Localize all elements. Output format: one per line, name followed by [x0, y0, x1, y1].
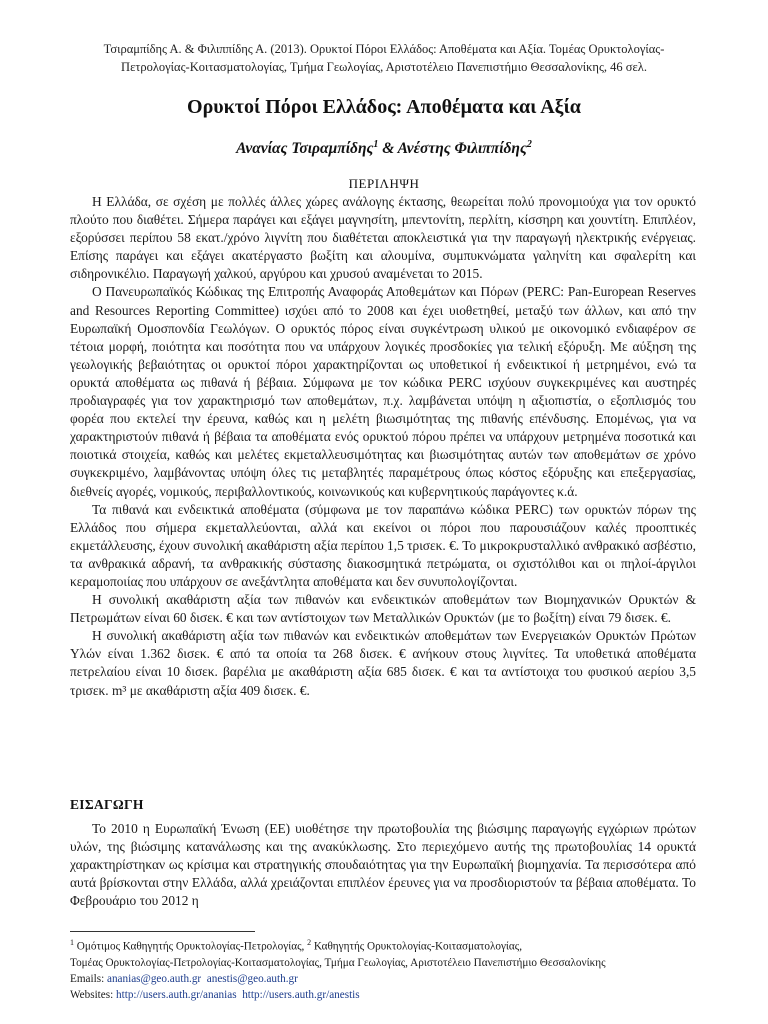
running-head-line-1: Τσιραμπίδης Α. & Φιλιππίδης Α. (2013). Ορυκτοί Πόροι Ελλάδος: Αποθέματα και Αξία. Τομέας Ορυκτολογίας- [103, 42, 665, 56]
footnote-divider [70, 931, 255, 932]
footnote [70, 935, 710, 1003]
footnote-emails [70, 971, 710, 987]
footnote-department: Τομέας Ορυκτολογίας-Πετρολογίας-Κοιτασματολογίας, Τμήμα Γεωλογίας, Αριστοτέλειο Πανεπιστήμιο Θεσσαλονίκης [70, 956, 606, 969]
abstract-paragraph: Η συνολική ακαθάριστη αξία των πιθανών και ενδεικτικών αποθεμάτων των Ενεργειακών Ορυκτών Πρώτων Υλών είναι 1.362 δισεκ. € από τα οποία τα 268 δισεκ. € ανήκουν στους λιγνίτες. Τα υποθετικά αποθέματα πετρελαίου είναι 10 δισεκ. βαρέλια με ακαθάριστη αξία 685 δισεκ. € και τα αντίστοιχα του φυσικού αερίου 3,5 τρισεκ. m³ με ακαθάριστη αξία 409 δισεκ. €. [70, 628, 696, 698]
email-link-ananias[interactable]: ananias@geo.auth.gr [106, 972, 202, 985]
email-link-anestis[interactable]: anestis@geo.auth.gr [206, 972, 298, 985]
introduction-body [70, 820, 696, 910]
running-head [60, 40, 708, 76]
author-line [60, 135, 708, 159]
website-link-anestis[interactable]: http://users.auth.gr/anestis [242, 988, 360, 1001]
running-head-line-2: Πετρολογίας-Κοιτασματολογίας, Τμήμα Γεωλογίας, Αριστοτέλειο Πανεπιστήμιο Θεσσαλονίκης, 46 σελ. [121, 60, 647, 74]
author-2-footnote-mark: 2 [526, 139, 532, 150]
footnote-websites [70, 987, 710, 1003]
author-1-footnote-mark: 1 [373, 139, 379, 150]
footnote-affiliation-1: Ομότιμος Καθηγητής Ορυκτολογίας-Πετρολογίας, [74, 940, 308, 953]
abstract-paragraph: Ο Πανευρωπαϊκός Κώδικας της Επιτροπής Αναφοράς Αποθεμάτων και Πόρων (PERC: Pan-European Reserves and Resources Reporting Committee) ισχύει από το 2008 και έχει υιοθετηθεί, μεταξύ των άλλων, και από την Ευρωπαϊκή Ομοσπονδία Γεωλόγων. Ο ορυκτός πόρος είναι συγκέντρωση υλικού με οικονομικό ενδιαφέρον σε τέτοια μορφή, ποιότητα και ποσότητα που να υπάρχουν λογικές προσδοκίες για τελική εξόρυξη. Με αύξηση της γεωλογικής βεβαιότητας οι ορυκτοί πόροι χαρακτηρίζονται ως υποθετικοί ή ενδεικτικοί ή μετρημένοι, ενώ τα ορυκτά αποθέματα ως πιθανά ή βέβαια. Σύμφωνα με τον κώδικα PERC ισχύουν συγκεκριμένες και αυστηρές προδιαγραφές για τον χαρακτηρισμό των αποθεμάτων, π.χ. λαμβάνεται υπόψη η αξιοπιστία, ο εξοπλισμός του φορέα που εκτελεί την έρευνα, καθώς και η μελέτη βιωσιμότητας της πιθανής επένδυσης. Επομένως, για να χαρακτηριστούν πιθανά ή βέβαια τα αποθέματα ενός ορυκτού πόρου πρέπει να υπάρχουν μετρημένα ποσοτικά και ποιοτικά στοιχεία, καθώς και μελέτες εκμεταλλευσιμότητας και βιωσιμότητας αυτών των αποθεμάτων σε χρόνο συγκεκριμένο, λαμβάνοντας υπόψη όλες τις μεταβλητές παραμέτρους όπως κόστος εξόρυξης και επεξεργασίας, διεθνείς αγορές, νομικούς, περιβαλλοντικούς, κοινωνικούς και κυβερνητικούς παράγοντες κ.ά. [70, 284, 696, 499]
abstract-heading: ΠΕΡΙΛΗΨΗ [348, 176, 420, 191]
footnote-affiliations [70, 935, 710, 955]
introduction-paragraph: Το 2010 η Ευρωπαϊκή Ένωση (ΕΕ) υιοθέτησε την πρωτοβουλία της βιώσιμης παραγωγής εγχώριων πρώτων υλών, της βιώσιμης κατανάλωσης και της ανακύκλωσης. Στο περιεχόμενο αυτής της πρωτοβουλίας 14 ορυκτά χαρακτηρίστηκαν ως κρίσιμα και στρατηγικής σπουδαιότητας για την Ευρωπαϊκή βιομηχανία. Τα περισσότερα από αυτά βρίσκονται στην Ελλάδα, αλλά χρειάζονται επιπλέον έρευνες για να προσδιοριστούν τα βέβαια αποθέματα. Το Φεβρουάριο του 2012 η [70, 821, 696, 909]
footnote-affiliation-2: Καθηγητής Ορυκτολογίας-Κοιτασματολογίας, [311, 940, 523, 953]
paper-title: Ορυκτοί Πόροι Ελλάδος: Αποθέματα και Αξία [187, 96, 581, 118]
footnote-mark-2: 2 [307, 938, 312, 947]
abstract-body [70, 193, 696, 700]
author-1: Ανανίας Τσιραμπίδης [236, 140, 374, 158]
abstract-paragraph: Τα πιθανά και ενδεικτικά αποθέματα (σύμφωνα με τον παραπάνω κώδικα PERC) των ορυκτών πόρων της Ελλάδος που σήμερα εκμεταλλεύονται, αλλά και εκείνοι οι πόροι που παρουσιάζουν καλές προοπτικές εκμετάλλευσης, έχουν συνολική ακαθάριστη αξία περίπου 1,5 τρισεκ. €. Το μικροκρυσταλλικό ανθρακικό ασβέστιο, τα ανθρακικά αδρανή, τα ανθρακικής σύστασης διακοσμητικά πετρώματα, οι σχιστόλιθοι και οι πηλοί-άργιλοι κεραμοποιίας που υπάρχουν σε ανεξάντλητα αποθέματα και δεν συνυπολογίζονται. [70, 501, 696, 589]
abstract-paragraph: Η Ελλάδα, σε σχέση με πολλές άλλες χώρες ανάλογης έκτασης, θεωρείται πολύ προνομιούχα για τον ορυκτό πλούτο που διαθέτει. Σήμερα παράγει και εξάγει μαγνησίτη, μπεντονίτη, περλίτη, κίσσηρη και χουντίτη. Επιπλέον, εξορύσσει περίπου 58 εκατ./χρόνο λιγνίτη που διαθέτεται αποκλειστικά για την παραγωγή ηλεκτρικής ενέργειας. Επίσης παράγει και εξάγει ακατέργαστο βωξίτη και αλουμίνα, συμπυκνώματα γαληνίτη και σφαλερίτη και σιδηρονικέλιο. Παραγωγή χαλκού, αργύρου και χρυσού αναμένεται το 2015. [70, 194, 696, 282]
websites-label: Websites: [70, 988, 117, 1001]
introduction-heading: ΕΙΣΑΓΩΓΗ [70, 797, 144, 812]
author-separator: & [378, 140, 398, 158]
website-link-ananias[interactable]: http://users.auth.gr/ananias [116, 988, 237, 1001]
author-2: Ανέστης Φιλιππίδης [397, 140, 527, 158]
abstract-paragraph: Η συνολική ακαθάριστη αξία των πιθανών και ενδεικτικών αποθεμάτων των Βιομηχανικών Ορυκτών & Πετρωμάτων είναι 60 δισεκ. € και των αντίστοιχων των Μεταλλικών Ορυκτών (με το βωξίτη) είναι 79 δισεκ. €. [70, 592, 696, 626]
emails-label: Emails: [70, 972, 107, 985]
footnote-mark-1: 1 [70, 938, 74, 947]
